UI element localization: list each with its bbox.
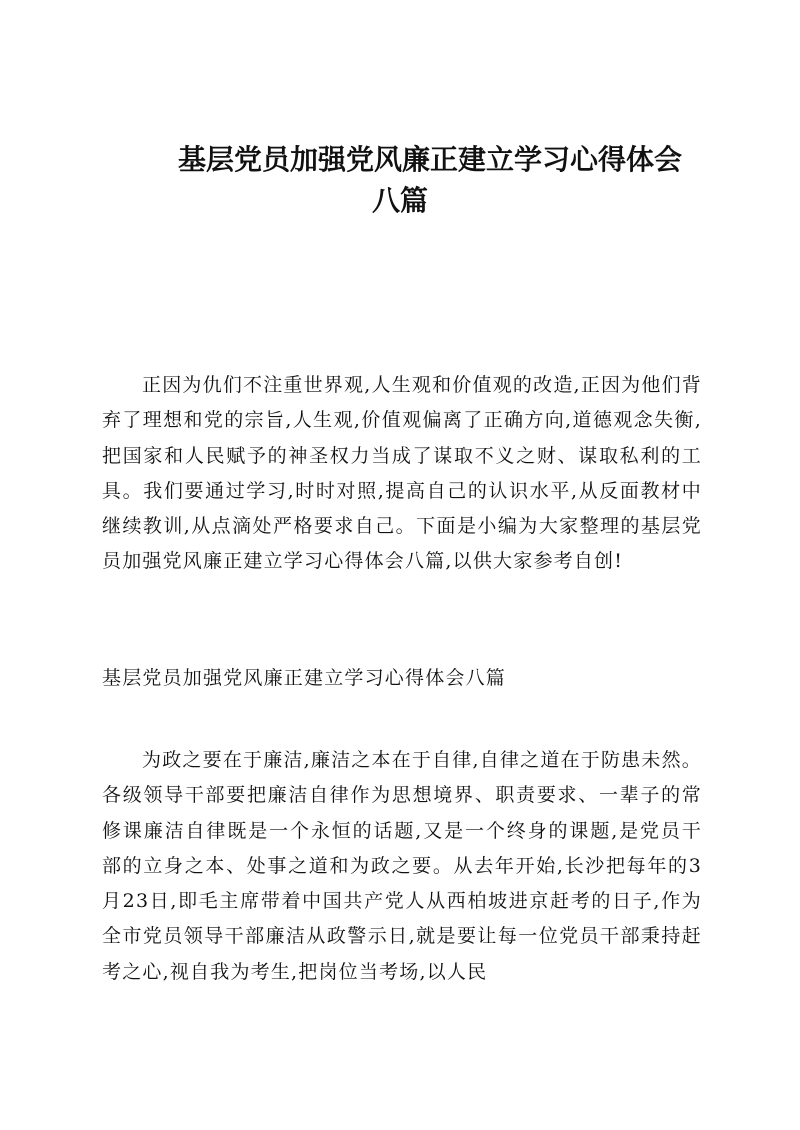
section-subheading: 基层党员加强党风廉正建立学习心得体会八篇	[102, 667, 507, 689]
intro-paragraph: 正因为仇们不注重世界观,人生观和价值观的改造,正因为他们背弃了理想和党的宗旨,人生观,价值观偏离了正确方向,道德观念失衡,把国家和人民赋予的神圣权力当成了谋取不义之财、谋取私利的工具。我们要通过学习,时时对照,提高自己的认识水平,从反面教材中继续教训,从点滴处严格要求自己。下面是小编为大家整理的基层党员加强党风廉正建立学习心得体会八篇,以供大家参考自创!	[102, 374, 702, 573]
document-title-line-1: 基层党员加强党风廉正建立学习心得体会	[177, 143, 682, 176]
document-title-line-2: 八篇	[371, 184, 428, 217]
body-paragraph: 为政之要在于廉洁,廉洁之本在于自律,自律之道在于防患未然。各级领导干部要把廉洁自律作为思想境界、职责要求、一辈子的常修课廉洁自律既是一个永恒的话题,又是一个终身的课题,是党员干部的立身之本、处事之道和为政之要。从去年开始,长沙把每年的3月23日,即毛主席带着中国共产党人从西柏坡进京赶考的日子,作为全市党员领导干部廉洁从政警示日,就是要让每一位党员干部秉持赶考之心,视自我为考生,把岗位当考场,以人民	[102, 749, 702, 983]
